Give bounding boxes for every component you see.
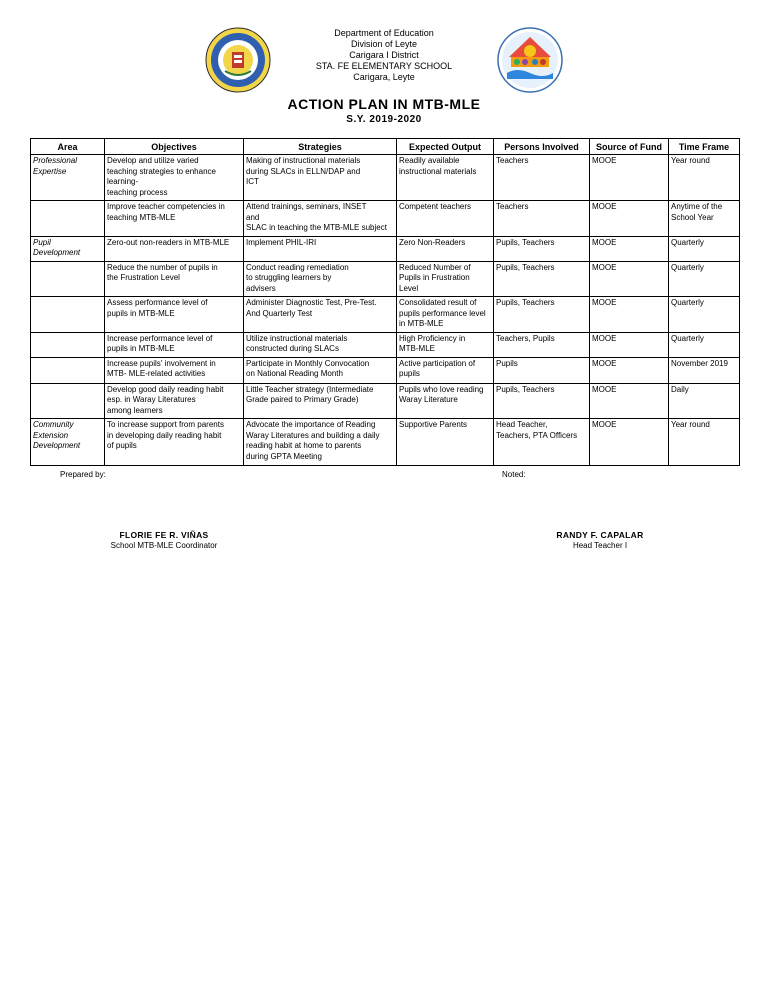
- objective-cell: Develop and utilize varied teaching strategies to enhance learning- teaching process: [105, 155, 244, 201]
- area-cell-continued: [31, 297, 105, 333]
- area-cell: Community Extension Development: [31, 419, 105, 466]
- output-cell: High Proficiency in MTB-MLE: [397, 332, 494, 357]
- table-header-row: [31, 139, 740, 155]
- strategy-cell: Advocate the importance of Reading Waray Literatures and building a daily reading habit at home to parents during GPTA Meeting: [244, 419, 397, 466]
- persons-cell: Pupils, Teachers: [494, 261, 590, 297]
- persons-cell: Head Teacher, Teachers, PTA Officers: [494, 419, 590, 466]
- prepared-by-label: Prepared by:: [60, 470, 106, 479]
- objective-cell: Zero-out non-readers in MTB-MLE: [105, 236, 244, 261]
- persons-cell: Pupils: [494, 357, 590, 383]
- area-cell-continued: [31, 261, 105, 297]
- department-name: Department of Education: [334, 28, 434, 38]
- noted-by-name: RANDY F. CAPALAR: [556, 530, 644, 540]
- action-plan-table: [30, 138, 740, 466]
- school-name: STA. FE ELEMENTARY SCHOOL: [315, 61, 453, 71]
- table-row: [31, 236, 740, 261]
- persons-cell: Teachers, Pupils: [494, 332, 590, 357]
- fund-cell: MOOE: [590, 201, 669, 237]
- table-row: [31, 201, 740, 237]
- header-persons-involved: Persons Involved: [494, 139, 590, 155]
- area-cell-continued: [31, 332, 105, 357]
- area-cell-continued: [31, 383, 105, 419]
- area-cell-continued: [31, 201, 105, 237]
- fund-cell: MOOE: [590, 383, 669, 419]
- time-cell: Year round: [669, 419, 740, 466]
- output-cell: Competent teachers: [397, 201, 494, 237]
- objective-cell: Reduce the number of pupils in the Frustration Level: [105, 261, 244, 297]
- time-cell: Quarterly: [669, 332, 740, 357]
- persons-cell: Teachers: [494, 155, 590, 201]
- fund-cell: MOOE: [590, 261, 669, 297]
- persons-cell: Pupils, Teachers: [494, 383, 590, 419]
- header-expected-output: Expected Output: [397, 139, 494, 155]
- letterhead: [0, 28, 768, 83]
- prepared-by-title: School MTB-MLE Coordinator: [110, 541, 218, 550]
- time-cell: Anytime of the School Year: [669, 201, 740, 237]
- persons-cell: Pupils, Teachers: [494, 297, 590, 333]
- time-cell: Daily: [669, 383, 740, 419]
- table-row: [31, 155, 740, 201]
- strategy-cell: Administer Diagnostic Test, Pre-Test. And Quarterly Test: [244, 297, 397, 333]
- table-row: [31, 383, 740, 419]
- table-row: [31, 297, 740, 333]
- output-cell: Pupils who love reading Waray Literature: [397, 383, 494, 419]
- strategy-cell: Little Teacher strategy (Intermediate Grade paired to Primary Grade): [244, 383, 397, 419]
- school-year: S.Y. 2019-2020: [346, 114, 422, 125]
- school-logo-icon: [497, 27, 563, 93]
- fund-cell: MOOE: [590, 155, 669, 201]
- table-row: [31, 261, 740, 297]
- header-area: Area: [31, 139, 105, 155]
- noted-label: Noted:: [502, 470, 526, 479]
- fund-cell: MOOE: [590, 297, 669, 333]
- persons-cell: Teachers: [494, 201, 590, 237]
- header-source-of-fund: Source of Fund: [590, 139, 669, 155]
- header-strategies: Strategies: [244, 139, 397, 155]
- district-seal-icon: [205, 27, 271, 93]
- table-row: [31, 332, 740, 357]
- objective-cell: Develop good daily reading habit esp. in Waray Literatures among learners: [105, 383, 244, 419]
- time-cell: Quarterly: [669, 236, 740, 261]
- fund-cell: MOOE: [590, 357, 669, 383]
- header-time-frame: Time Frame: [669, 139, 740, 155]
- objective-cell: Increase performance level of pupils in MTB-MLE: [105, 332, 244, 357]
- output-cell: Active participation of pupils: [397, 357, 494, 383]
- objective-cell: Assess performance level of pupils in MTB-MLE: [105, 297, 244, 333]
- fund-cell: MOOE: [590, 332, 669, 357]
- school-address: Carigara, Leyte: [353, 72, 415, 82]
- strategy-cell: Implement PHIL-IRI: [244, 236, 397, 261]
- strategy-cell: Participate in Monthly Convocation on National Reading Month: [244, 357, 397, 383]
- output-cell: Readily available instructional materials: [397, 155, 494, 201]
- division-name: Division of Leyte: [350, 39, 418, 49]
- area-cell-continued: [31, 357, 105, 383]
- noted-by-title: Head Teacher I: [572, 541, 628, 550]
- time-cell: Quarterly: [669, 297, 740, 333]
- output-cell: Consolidated result of pupils performance level in MTB-MLE: [397, 297, 494, 333]
- output-cell: Zero Non-Readers: [397, 236, 494, 261]
- strategy-cell: Making of instructional materials during SLACs in ELLN/DAP and ICT: [244, 155, 397, 201]
- objective-cell: Increase pupils' involvement in MTB- MLE-related activities: [105, 357, 244, 383]
- fund-cell: MOOE: [590, 419, 669, 466]
- strategy-cell: Attend trainings, seminars, INSET and SLAC in teaching the MTB-MLE subject: [244, 201, 397, 237]
- objective-cell: To increase support from parents in developing daily reading habit of pupils: [105, 419, 244, 466]
- header-objectives: Objectives: [105, 139, 244, 155]
- district-name: Carigara I District: [349, 50, 419, 60]
- time-cell: November 2019: [669, 357, 740, 383]
- area-cell: Professional Expertise: [31, 155, 105, 201]
- area-cell: Pupil Development: [31, 236, 105, 261]
- table-row: [31, 419, 740, 466]
- time-cell: Quarterly: [669, 261, 740, 297]
- table-row: [31, 357, 740, 383]
- strategy-cell: Conduct reading remediation to struggling learners by advisers: [244, 261, 397, 297]
- prepared-by-name: FLORIE FE R. VIÑAS: [119, 530, 209, 540]
- persons-cell: Pupils, Teachers: [494, 236, 590, 261]
- output-cell: Reduced Number of Pupils in Frustration Level: [397, 261, 494, 297]
- time-cell: Year round: [669, 155, 740, 201]
- fund-cell: MOOE: [590, 236, 669, 261]
- objective-cell: Improve teacher competencies in teaching MTB-MLE: [105, 201, 244, 237]
- output-cell: Supportive Parents: [397, 419, 494, 466]
- strategy-cell: Utilize instructional materials constructed during SLACs: [244, 332, 397, 357]
- page-title: ACTION PLAN IN MTB-MLE: [287, 96, 481, 112]
